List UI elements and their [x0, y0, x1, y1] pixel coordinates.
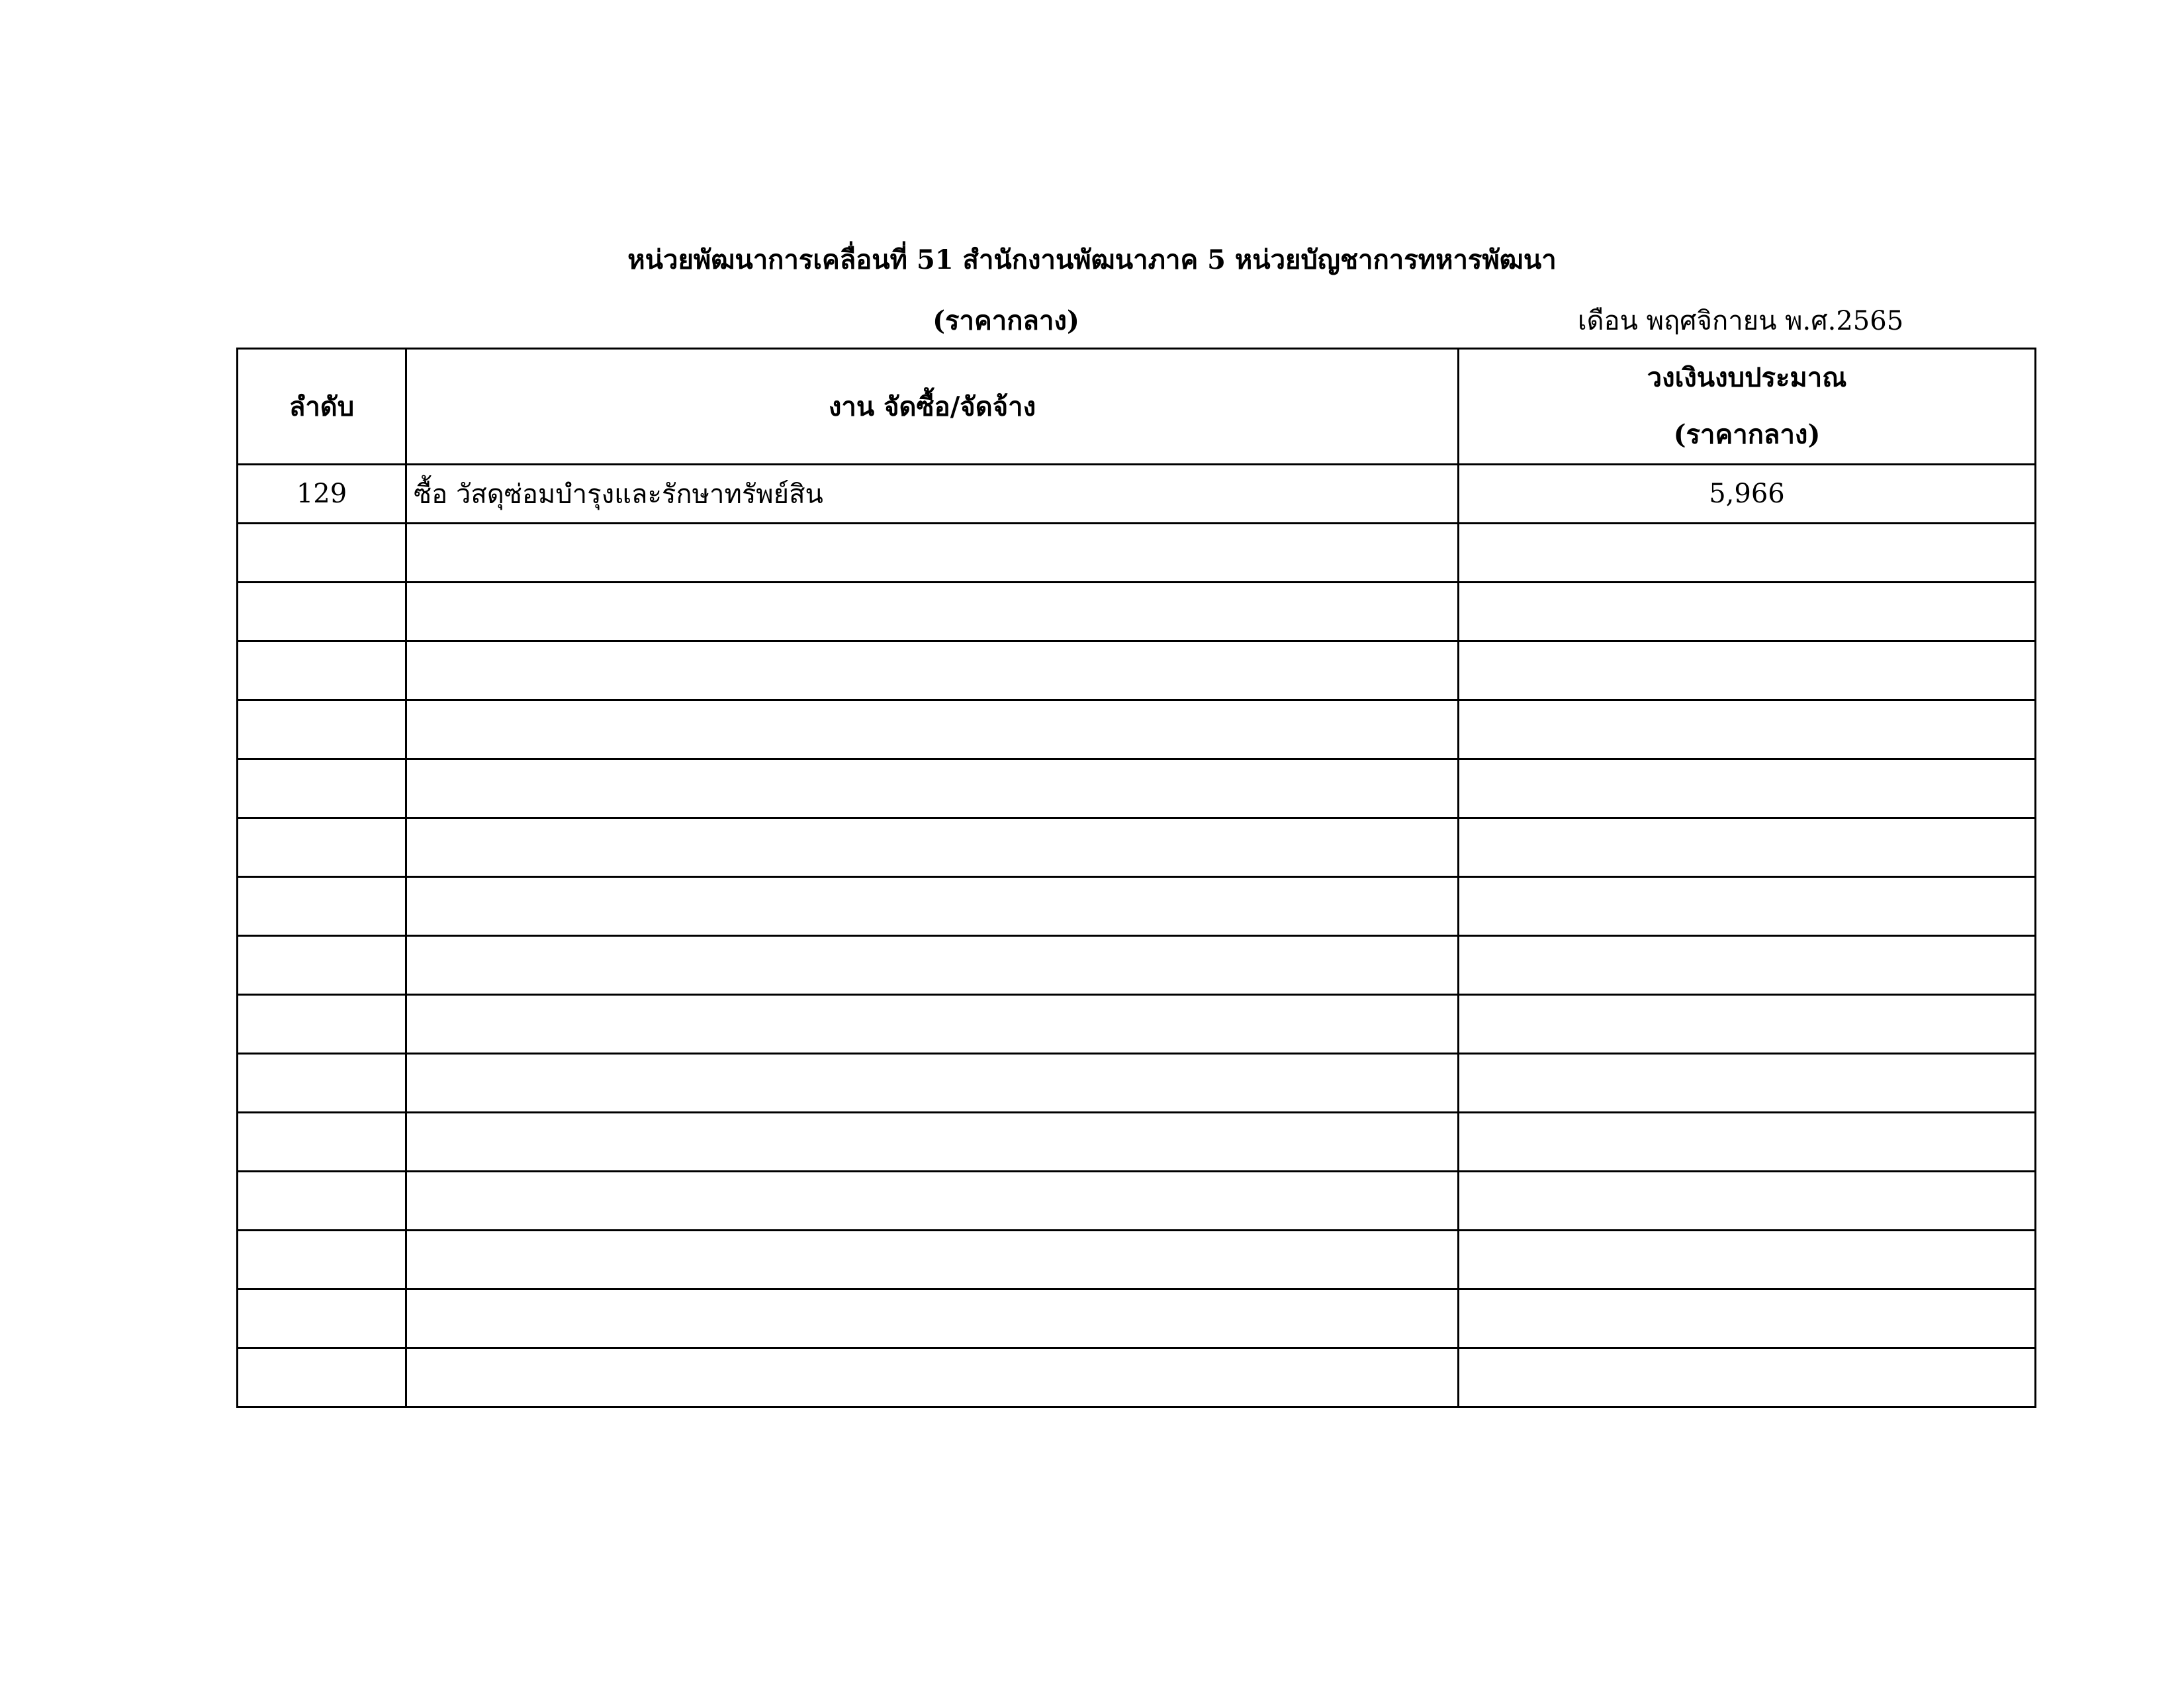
cell-no — [238, 759, 406, 818]
table-row — [238, 1172, 2036, 1231]
table-row — [238, 641, 2036, 700]
column-header-no: ลำดับ — [238, 349, 406, 465]
cell-no — [238, 583, 406, 641]
cell-budget — [1459, 759, 2036, 818]
table-row — [238, 583, 2036, 641]
table-header-row — [238, 349, 2036, 465]
cell-no — [238, 1348, 406, 1407]
table-row — [238, 759, 2036, 818]
cell-task — [406, 1231, 1459, 1289]
table-row — [238, 1348, 2036, 1407]
cell-no — [238, 877, 406, 936]
cell-budget: 5,966 — [1459, 465, 2036, 524]
column-header-budget — [1459, 349, 2036, 465]
cell-budget — [1459, 1054, 2036, 1113]
cell-no — [238, 700, 406, 759]
cell-no — [238, 524, 406, 583]
table-row — [238, 700, 2036, 759]
cell-task — [406, 936, 1459, 995]
table-row — [238, 465, 2036, 524]
document-title: หน่วยพัฒนาการเคลื่อนที่ 51 สำนักงานพัฒนาภาค 5 หน่วยบัญชาการทหารพัฒนา — [627, 244, 1557, 275]
document-subtitle: (ราคากลาง) — [933, 305, 1079, 336]
cell-no: 129 — [238, 465, 406, 524]
cell-no — [238, 1054, 406, 1113]
cell-budget — [1459, 1348, 2036, 1407]
cell-task — [406, 995, 1459, 1054]
cell-budget — [1459, 1113, 2036, 1172]
cell-task — [406, 583, 1459, 641]
table-row — [238, 936, 2036, 995]
cell-task — [406, 524, 1459, 583]
cell-budget — [1459, 995, 2036, 1054]
cell-task — [406, 818, 1459, 877]
cell-budget — [1459, 936, 2036, 995]
cell-budget — [1459, 877, 2036, 936]
table-row — [238, 1054, 2036, 1113]
table-row — [238, 995, 2036, 1054]
cell-task — [406, 641, 1459, 700]
cell-task — [406, 700, 1459, 759]
cell-task — [406, 1348, 1459, 1407]
table-row — [238, 1289, 2036, 1348]
cell-budget — [1459, 700, 2036, 759]
column-header-budget-line2: (ราคากลาง) — [1673, 419, 1821, 450]
cell-no — [238, 1289, 406, 1348]
cell-no — [238, 1231, 406, 1289]
cell-task — [406, 877, 1459, 936]
cell-no — [238, 995, 406, 1054]
column-header-task: งาน จัดซื้อ/จัดจ้าง — [406, 349, 1459, 465]
document-month: เดือน พฤศจิกายน พ.ศ.2565 — [1577, 306, 1904, 336]
cell-task — [406, 759, 1459, 818]
table-row — [238, 1113, 2036, 1172]
cell-task — [406, 1054, 1459, 1113]
table-body — [238, 465, 2036, 1407]
table-row — [238, 818, 2036, 877]
cell-budget — [1459, 583, 2036, 641]
cell-budget — [1459, 641, 2036, 700]
cell-no — [238, 641, 406, 700]
cell-task: ซื้อ วัสดุซ่อมบำรุงและรักษาทรัพย์สิน — [406, 465, 1459, 524]
cell-task — [406, 1289, 1459, 1348]
cell-no — [238, 936, 406, 995]
table-row — [238, 1231, 2036, 1289]
table-row — [238, 877, 2036, 936]
cell-no — [238, 818, 406, 877]
cell-task — [406, 1172, 1459, 1231]
table-row — [238, 524, 2036, 583]
cell-budget — [1459, 1231, 2036, 1289]
cell-budget — [1459, 818, 2036, 877]
column-header-budget-line1: วงเงินงบประมาณ — [1647, 362, 1847, 393]
procurement-table — [236, 348, 2036, 1408]
cell-task — [406, 1113, 1459, 1172]
cell-no — [238, 1172, 406, 1231]
cell-budget — [1459, 1289, 2036, 1348]
cell-budget — [1459, 1172, 2036, 1231]
cell-no — [238, 1113, 406, 1172]
cell-budget — [1459, 524, 2036, 583]
